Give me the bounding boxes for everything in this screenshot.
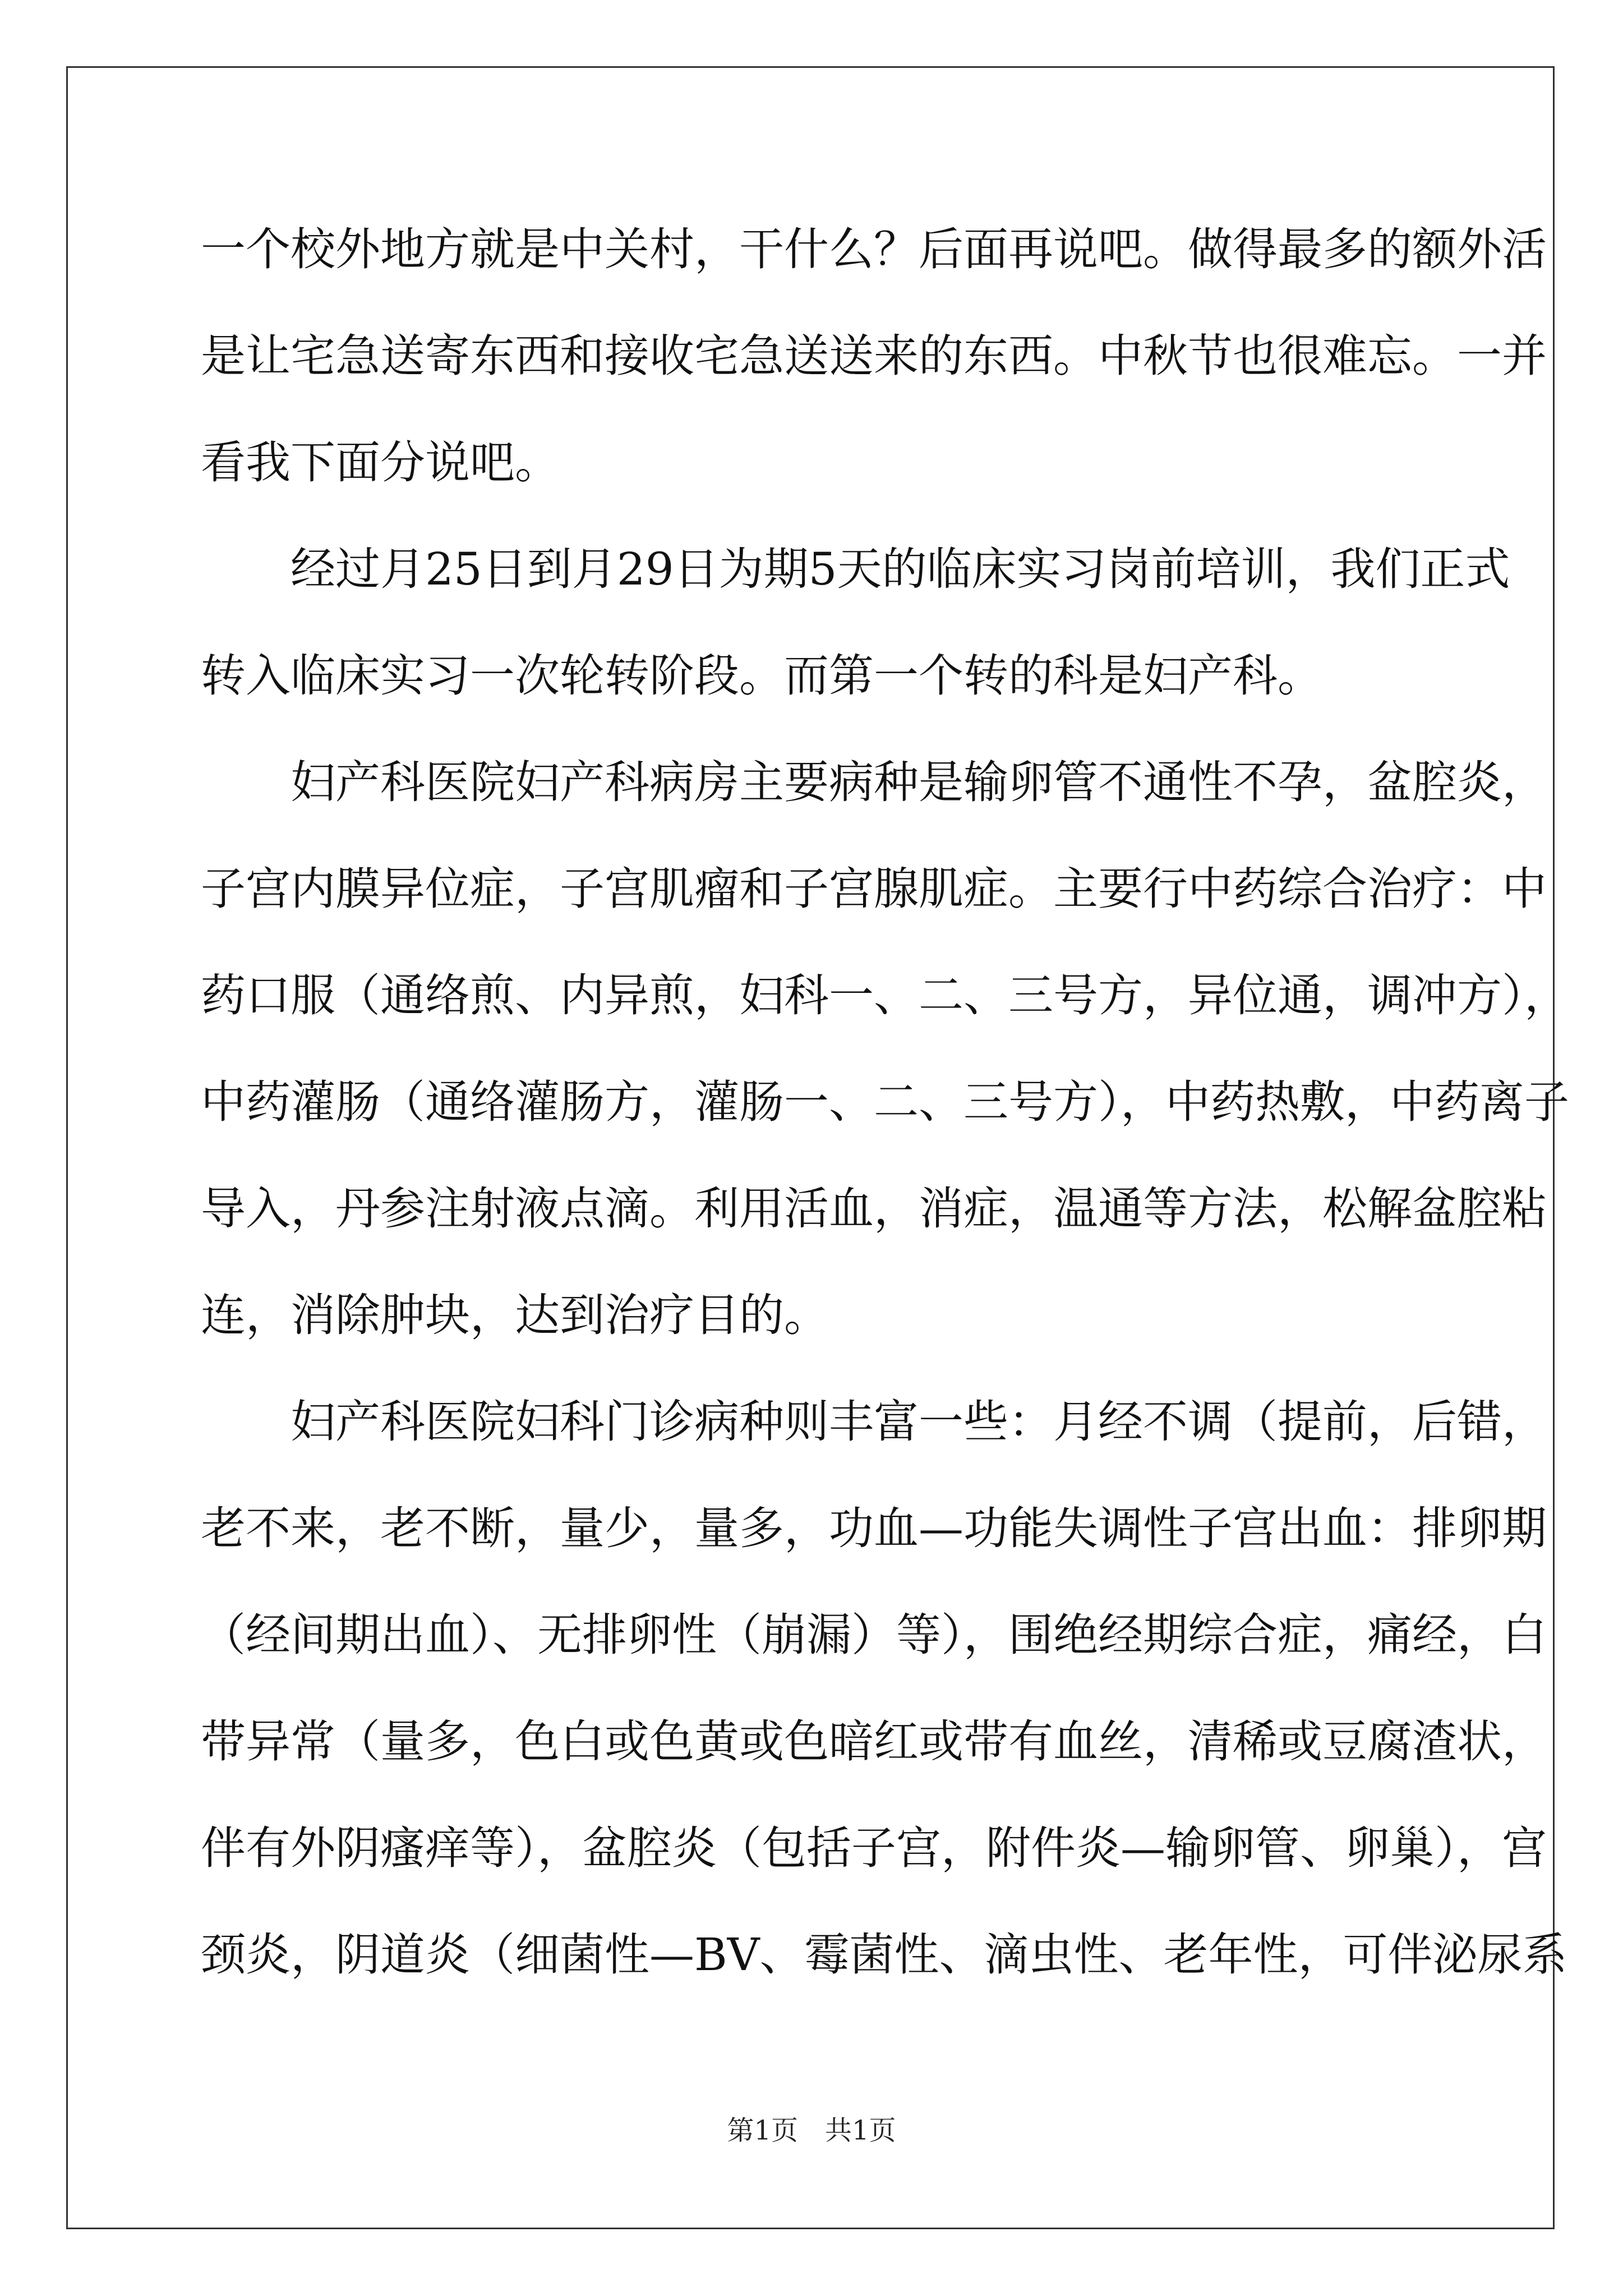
text-line: 老不来，老不断，量少，量多，功血—功能失调性子宫出血：排卵期 [201,1502,1547,1554]
text-line: 中药灌肠（通络灌肠方，灌肠一、二、三号方），中药热敷，中药离子 [201,1076,1569,1128]
text-line: 妇产科医院妇产科病房主要病种是输卵管不通性不孕，盆腔炎， [201,756,1547,808]
text-line: 伴有外阴瘙痒等），盆腔炎（包括子宫，附件炎—输卵管、卵巢），宫 [201,1822,1547,1874]
text-line: 转入临床实习一次轮转阶段。而第一个转的科是妇产科。 [201,650,1322,702]
text-line: 连，消除肿块，达到治疗目的。 [201,1289,829,1341]
text-line: （经间期出血）、无排卵性（崩漏）等），围绝经期综合症，痛经，白 [201,1609,1547,1661]
text-line: 经过月25日到月29日为期5天的临床实习岗前培训，我们正式 [201,543,1510,595]
text-line: 药口服（通络煎、内异煎，妇科一、二、三号方，异位通，调冲方）， [201,969,1569,1022]
text-line: 妇产科医院妇科门诊病种则丰富一些：月经不调（提前，后错， [201,1396,1547,1448]
text-line: 看我下面分说吧。 [201,436,560,489]
text-line: 导入，丹参注射液点滴。利用活血，消症，温通等方法，松解盆腔粘 [201,1182,1547,1235]
text-line: 颈炎，阴道炎（细菌性—BV、霉菌性、滴虫性、老年性，可伴泌尿系 [201,1929,1567,1981]
text-line: 一个校外地方就是中关村，干什么？后面再说吧。做得最多的额外活 [201,223,1547,275]
text-line: 带异常（量多，色白或色黄或色暗红或带有血丝，清稀或豆腐渣状， [201,1715,1547,1768]
text-line: 子宫内膜异位症，子宫肌瘤和子宫腺肌症。主要行中药综合治疗：中 [201,863,1547,915]
page-footer: 第1页 共1页 [727,2115,896,2146]
text-line: 是让宅急送寄东西和接收宅急送送来的东西。中秋节也很难忘。一并 [201,330,1547,382]
page-border [66,66,1555,2229]
